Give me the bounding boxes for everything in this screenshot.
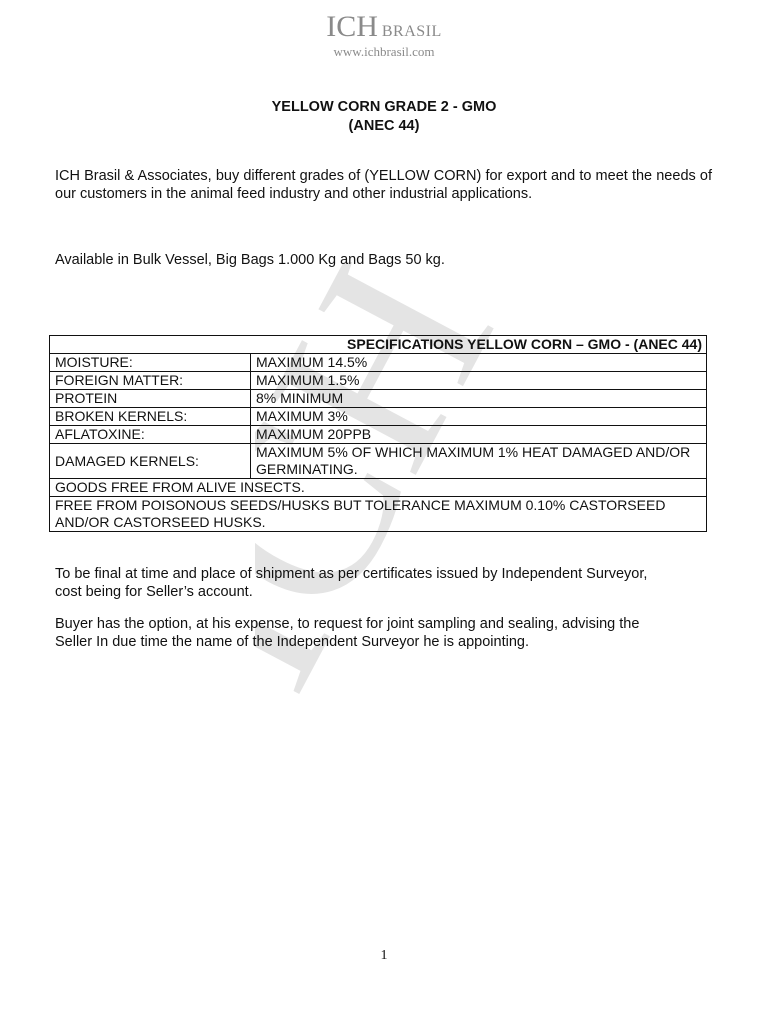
spec-value: MAXIMUM 1.5% — [251, 372, 707, 390]
intro-text: ICH Brasil & Associates, buy different grades of (YELLOW CORN) for export and to meet the needs of our customers in the animal feed industry and other industrial applications. — [55, 168, 712, 202]
table-row — [50, 390, 707, 408]
spec-value: MAXIMUM 5% OF WHICH MAXIMUM 1% HEAT DAMAGED AND/OR GERMINATING. — [251, 444, 707, 479]
buyer-option-line1: Buyer has the option, at his expense, to request for joint sampling and sealing, advising the — [55, 616, 640, 632]
availability-text: Available in Bulk Vessel, Big Bags 1.000 Kg and Bags 50 kg. — [55, 252, 445, 268]
logo-sub: BRASIL — [381, 23, 442, 40]
buyer-option-line2: Seller In due time the name of the Independent Surveyor he is appointing. — [55, 634, 529, 650]
table-row — [50, 426, 707, 444]
website-url[interactable]: www.ichbrasil.com — [333, 44, 435, 59]
table-row — [50, 408, 707, 426]
company-logo — [0, 12, 768, 42]
document-subtitle: (ANEC 44) — [348, 118, 420, 134]
table-header-row — [50, 336, 707, 354]
page-number: 1 — [380, 948, 388, 963]
logo-main: ICH — [326, 10, 378, 43]
spec-label: MOISTURE: — [50, 354, 251, 372]
table-row — [50, 372, 707, 390]
availability-paragraph — [55, 251, 712, 269]
table-heading: SPECIFICATIONS YELLOW CORN – GMO - (ANEC 44) — [50, 336, 707, 354]
table-row — [50, 354, 707, 372]
spec-value: 8% MINIMUM — [251, 390, 707, 408]
spec-value: MAXIMUM 20PPB — [251, 426, 707, 444]
spec-value: MAXIMUM 3% — [251, 408, 707, 426]
specifications-table — [49, 335, 707, 532]
table-note-row — [50, 479, 707, 497]
intro-paragraph — [55, 167, 712, 203]
shipment-text-line2: cost being for Seller’s account. — [55, 584, 253, 600]
spec-label: DAMAGED KERNELS: — [50, 444, 251, 479]
spec-label: FOREIGN MATTER: — [50, 372, 251, 390]
buyer-option-paragraph — [55, 615, 712, 651]
spec-value: MAXIMUM 14.5% — [251, 354, 707, 372]
document-title: YELLOW CORN GRADE 2 - GMO — [271, 99, 497, 115]
table-note-row — [50, 497, 707, 532]
shipment-text-line1: To be final at time and place of shipment as per certificates issued by Independent Surveyor, — [55, 566, 648, 582]
watermark-text: ICH — [255, 262, 546, 728]
letterhead — [0, 12, 768, 60]
spec-label: AFLATOXINE: — [50, 426, 251, 444]
spec-label: BROKEN KERNELS: — [50, 408, 251, 426]
spec-note-poisonous-seeds: FREE FROM POISONOUS SEEDS/HUSKS BUT TOLERANCE MAXIMUM 0.10% CASTORSEED AND/OR CASTORSEED HUSKS. — [50, 497, 707, 532]
spec-label: PROTEIN — [50, 390, 251, 408]
shipment-paragraph — [55, 565, 712, 601]
table-row — [50, 444, 707, 479]
spec-note-insects: GOODS FREE FROM ALIVE INSECTS. — [50, 479, 707, 497]
